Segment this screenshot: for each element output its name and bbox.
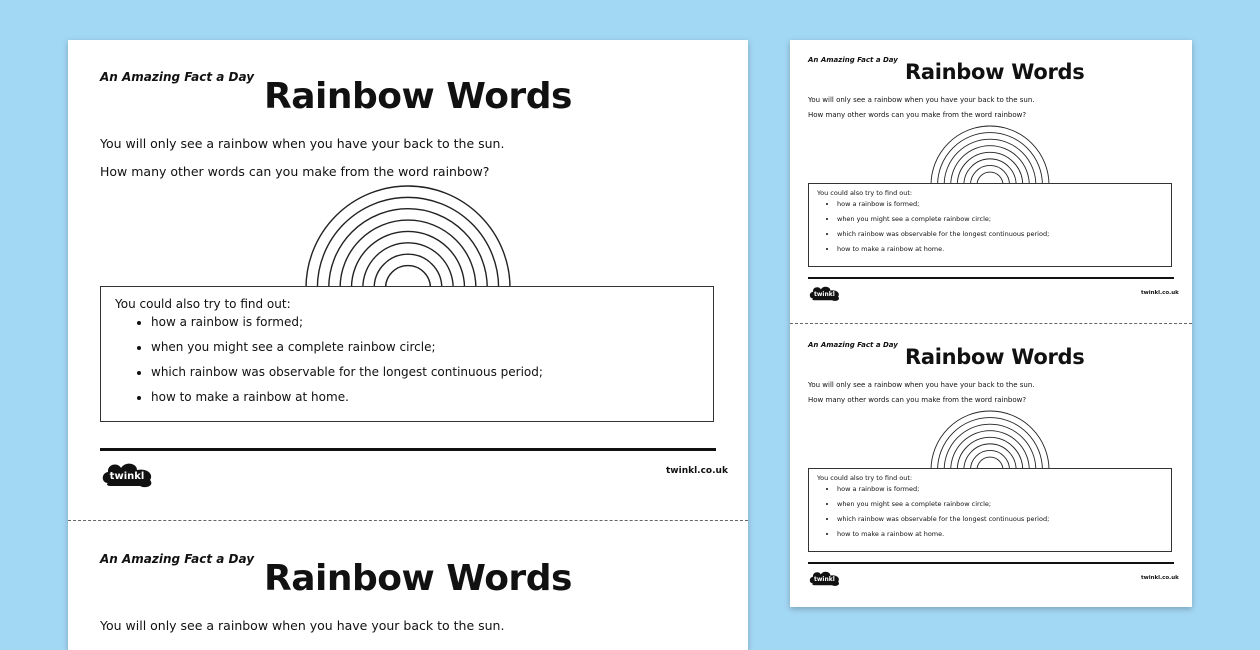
question-text: How many other words can you make from the word rainbow?: [100, 164, 490, 179]
logo-text: twinkl: [109, 471, 145, 482]
worksheet-preview-small: [790, 40, 1192, 607]
question-text: How many other words can you make from the word rainbow?: [808, 396, 1027, 404]
kicker-text: An Amazing Fact a Day: [808, 341, 898, 349]
rainbow-arc: [386, 266, 431, 288]
rainbow-arc: [374, 254, 442, 288]
rainbow-arc: [351, 231, 464, 288]
find-out-list: [817, 200, 1163, 253]
worksheet-title: Rainbow Words: [264, 558, 572, 599]
worksheet-copy: [790, 325, 1192, 607]
find-out-list: [115, 315, 699, 404]
rainbow-arc: [931, 411, 1049, 470]
worksheet-title: Rainbow Words: [905, 60, 1085, 84]
footer-url: twinkl.co.uk: [1141, 290, 1179, 296]
twinkl-logo-icon: [100, 459, 156, 489]
find-out-box: [100, 286, 714, 422]
find-out-intro: You could also try to find out:: [115, 297, 291, 311]
list-item: • how to make a rainbow at home.: [837, 530, 1163, 538]
list-item: • how a rainbow is formed;: [837, 485, 1163, 493]
worksheet-copy: [790, 40, 1192, 323]
rainbow-arc: [957, 437, 1022, 470]
find-out-list: [817, 485, 1163, 538]
kicker-text: An Amazing Fact a Day: [808, 56, 898, 64]
kicker-text: An Amazing Fact a Day: [100, 70, 255, 84]
fact-text: You will only see a rainbow when you have your back to the sun.: [100, 618, 505, 633]
worksheet-copy: [68, 522, 748, 650]
rainbow-arc: [931, 126, 1049, 185]
list-item: • which rainbow was observable for the longest continuous period;: [151, 365, 699, 379]
kicker-text: An Amazing Fact a Day: [100, 552, 255, 566]
worksheet-preview-large: [68, 40, 748, 650]
worksheet-title: Rainbow Words: [905, 345, 1085, 369]
fact-text: You will only see a rainbow when you have your back to the sun.: [808, 96, 1035, 104]
question-text: How many other words can you make from the word rainbow?: [808, 111, 1027, 119]
find-out-intro: You could also try to find out:: [817, 474, 913, 482]
rainbow-arc: [306, 186, 510, 288]
rainbow-icon: [922, 409, 1058, 471]
find-out-intro: You could also try to find out:: [817, 189, 913, 197]
rainbow-icon: [922, 124, 1058, 186]
footer-rule: [100, 448, 716, 451]
footer-url: twinkl.co.uk: [666, 466, 728, 476]
cut-line: [790, 323, 1192, 324]
fact-text: You will only see a rainbow when you have your back to the sun.: [100, 136, 505, 151]
twinkl-logo-icon: [808, 284, 842, 302]
list-item: • how a rainbow is formed;: [837, 200, 1163, 208]
list-item: • when you might see a complete rainbow circle;: [837, 500, 1163, 508]
list-item: • how to make a rainbow at home.: [837, 245, 1163, 253]
logo-text: twinkl: [814, 576, 835, 583]
worksheet-title: Rainbow Words: [264, 76, 572, 117]
find-out-box: [808, 183, 1172, 267]
cut-line: [68, 520, 748, 521]
fact-text: You will only see a rainbow when you have your back to the sun.: [808, 381, 1035, 389]
list-item: • how a rainbow is formed;: [151, 315, 699, 329]
list-item: • which rainbow was observable for the longest continuous period;: [837, 515, 1163, 523]
rainbow-arc: [957, 152, 1022, 185]
rainbow-icon: [293, 184, 523, 289]
list-item: • how to make a rainbow at home.: [151, 390, 699, 404]
footer-url: twinkl.co.uk: [1141, 575, 1179, 581]
find-out-box: [808, 468, 1172, 552]
footer-rule: [808, 277, 1174, 279]
twinkl-logo-icon: [808, 569, 842, 587]
list-item: • when you might see a complete rainbow circle;: [151, 340, 699, 354]
list-item: • when you might see a complete rainbow circle;: [837, 215, 1163, 223]
footer-rule: [808, 562, 1174, 564]
worksheet-copy: [68, 40, 748, 520]
logo-text: twinkl: [814, 291, 835, 298]
list-item: • which rainbow was observable for the longest continuous period;: [837, 230, 1163, 238]
